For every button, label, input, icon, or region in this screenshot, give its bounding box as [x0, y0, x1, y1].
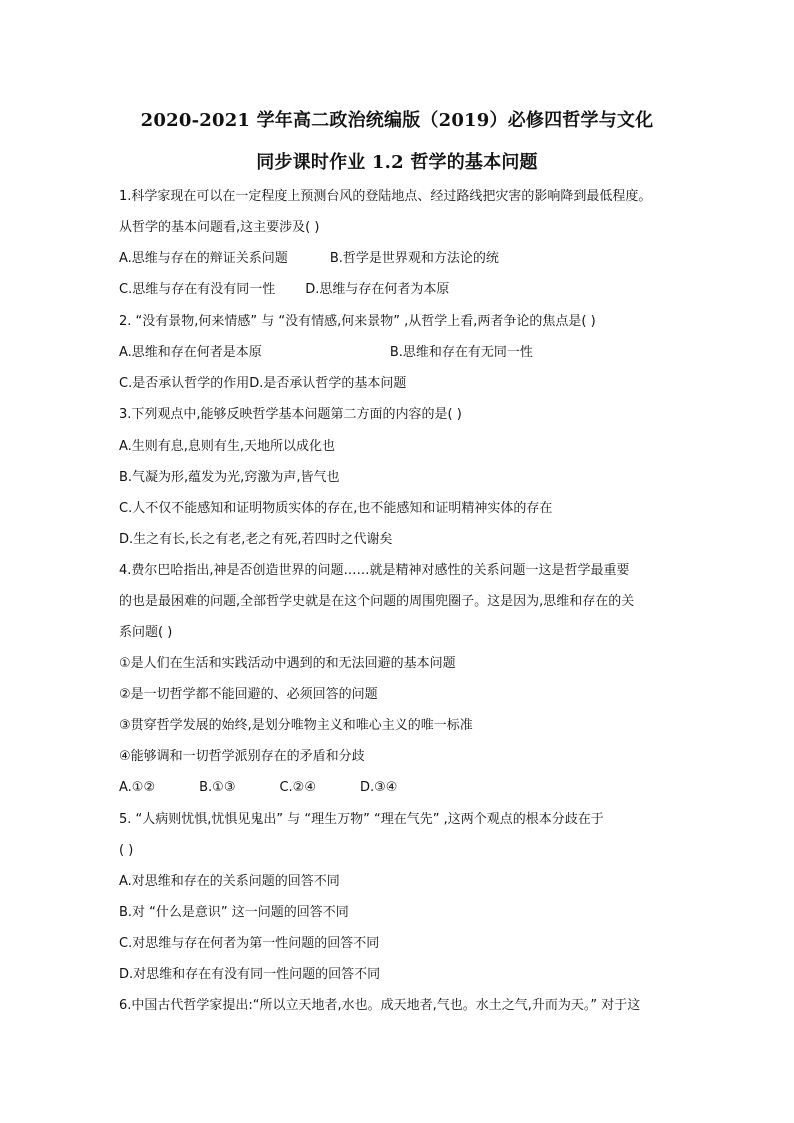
question-1-option-d[interactable]: D.思维与存在何者为本原 [305, 282, 450, 297]
question-1-options-row-1 [119, 250, 499, 268]
question-4-item-3: ③贯穿哲学发展的始终,是划分唯物主义和唯心主义的唯一标准 [119, 718, 473, 733]
question-5-option-c[interactable]: C.对思维与存在何者为第一性问题的回答不同 [119, 936, 380, 951]
question-4-option-c[interactable]: C.②④ [279, 780, 316, 795]
question-2-option-b[interactable]: B.思维和存在有无同一性 [389, 345, 533, 360]
document-subtitle: 同步课时作业 1.2 哲学的基本问题 [256, 152, 538, 173]
question-4-option-b[interactable]: B.①③ [199, 780, 236, 795]
question-3-option-a[interactable]: A.生则有息,息则有生,天地所以成化也 [119, 439, 336, 454]
question-4-item-2: ②是一切哲学都不能回避的、必须回答的问题 [119, 687, 378, 702]
question-1-option-c[interactable]: C.思维与存在有没有同一性 [119, 282, 276, 297]
question-2-options-row-1 [119, 344, 533, 362]
question-1-stem-line-2: 从哲学的基本问题看,这主要涉及( ) [119, 220, 320, 235]
question-4-option-d[interactable]: D.③④ [360, 780, 398, 795]
question-2-stem: 2. “没有景物,何来情感” 与 “没有情感,何来景物” ,从哲学上看,两者争论的焦点是( ) [119, 314, 596, 329]
question-1-options-row-2 [119, 281, 449, 299]
question-5-option-b[interactable]: B.对 “什么是意识” 这一问题的回答不同 [119, 905, 349, 920]
question-5-stem-line-2: ( ) [119, 843, 134, 858]
question-4-stem-line-3: 系问题( ) [119, 625, 173, 640]
question-3-stem: 3.下列观点中,能够反映哲学基本问题第二方面的内容的是( ) [119, 407, 462, 422]
question-1-stem-line-1: 1.科学家现在可以在一定程度上预测台风的登陆地点、经过路线把灾害的影响降到最低程度。 [119, 189, 652, 204]
question-3-option-d[interactable]: D.生之有长,长之有老,老之有死,若四时之代谢矣 [119, 532, 393, 547]
question-2-option-a[interactable]: A.思维和存在何者是本原 [119, 345, 262, 360]
question-5-stem-line-1: 5. “人病则忧惧,忧惧见鬼出” 与 “理生万物” “理在气先” ,这两个观点的根本分歧在于 [119, 812, 604, 827]
question-1-option-b[interactable]: B.哲学是世界观和方法论的统 [329, 251, 499, 266]
question-4-item-4: ④能够调和一切哲学派别存在的矛盾和分歧 [119, 749, 365, 764]
question-1-option-a[interactable]: A.思维与存在的辩证关系问题 [119, 251, 288, 266]
question-4-option-a[interactable]: A.①② [119, 780, 156, 795]
question-2-option-cd[interactable]: C.是否承认哲学的作用D.是否承认哲学的基本问题 [119, 376, 407, 391]
question-4-item-1: ①是人们在生活和实践活动中遇到的和无法回避的基本问题 [119, 656, 456, 671]
document-title: 2020-2021 学年高二政治统编版（2019）必修四哲学与文化 [140, 110, 654, 131]
question-4-options-row [119, 779, 397, 797]
question-5-option-d[interactable]: D.对思维和存在有没有同一性问题的回答不同 [119, 967, 381, 982]
question-4-stem-line-2: 的也是最困难的问题,全部哲学史就是在这个问题的周围兜圈子。这是因为,思维和存在的关 [119, 594, 635, 609]
question-3-option-c[interactable]: C.人不仅不能感知和证明物质实体的存在,也不能感知和证明精神实体的存在 [119, 501, 553, 516]
question-6-stem: 6.中国古代哲学家提出:“所以立天地者,水也。成天地者,气也。水土之气,升而为天。” 对于这 [119, 998, 641, 1013]
question-5-option-a[interactable]: A.对思维和存在的关系问题的回答不同 [119, 874, 340, 889]
question-3-option-b[interactable]: B.气凝为形,蕴发为光,窍激为声,皆气也 [119, 470, 340, 485]
question-4-stem-line-1: 4.费尔巴哈指出,神是否创造世界的问题……就是精神对感性的关系问题一这是哲学最重要 [119, 563, 630, 578]
